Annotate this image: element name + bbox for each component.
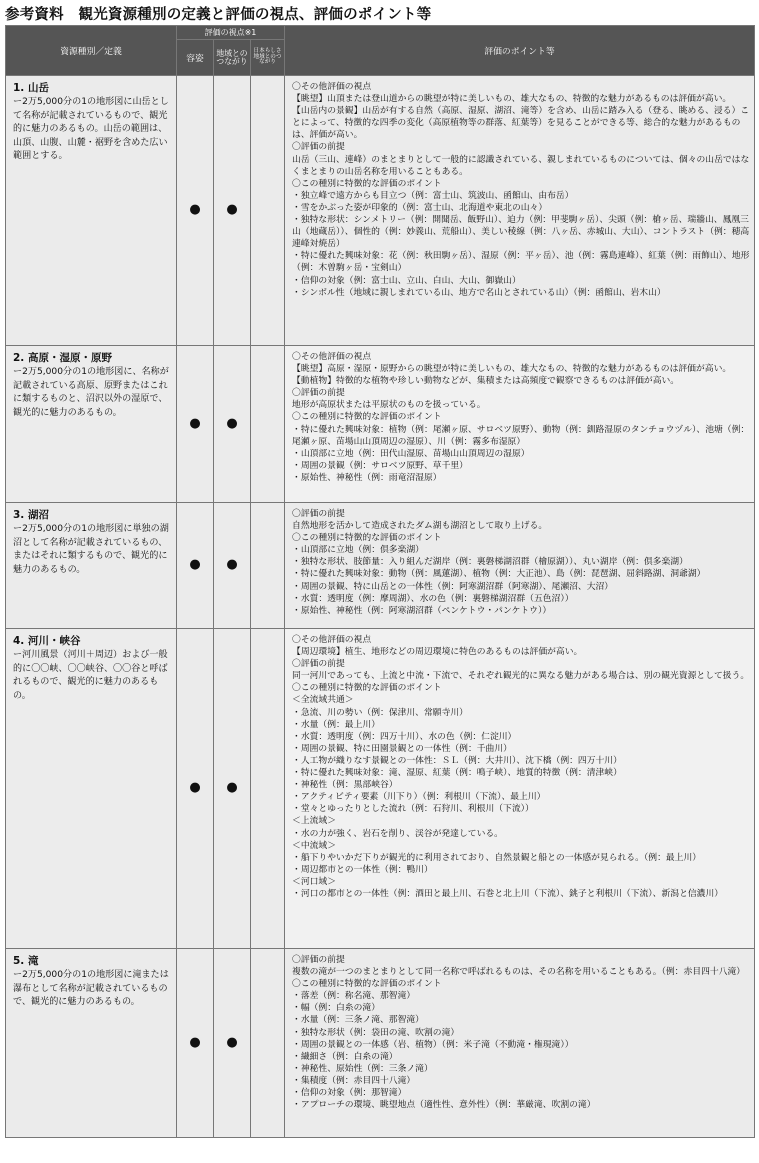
point-line: ・水質：透明度（例：四万十川）、水の色（例：仁淀川） <box>292 731 517 742</box>
resource-definition: ー2万5,000分の1の地形図に、名称が記載されている高原、原野またはこれに類するものと、沼沢以外の湿原で、観光的に魅力のあるもの。 <box>13 367 169 418</box>
point-line: 【眺望】山頂または登山道からの眺望が特に美しいもの、雄大なもの、特徴的な魅力があるものは評価が高い。 <box>292 94 732 105</box>
point-line: ・雪をかぶった姿が印象的（例：富士山、北海道や東北の山々） <box>292 202 548 213</box>
view-dot: ● <box>214 949 251 1138</box>
point-line: ＜上流域＞ <box>292 816 337 827</box>
point-line: ・特に優れた興味対象：動物（例：風蓮湖）、植物（例：大正池）、島（例：琵琶湖、屈斜路湖、洞爺湖） <box>292 569 706 580</box>
resource-definition: ー2万5,000分の1の地形図に山岳として名称が記載されているもので、観光的に魅力のあるもの。山岳の範囲は、山頂、山腹、山麓・裾野を含めた広い範囲とする。 <box>13 97 169 162</box>
resource-cell <box>6 346 177 503</box>
point-line: ＜河口域＞ <box>292 876 337 887</box>
view-dot: ● <box>214 346 251 503</box>
page-title: 参考資料 観光資源種別の定義と評価の視点、評価のポイント等 <box>5 7 432 23</box>
point-line: ・信仰の対象（例：那智滝） <box>292 1088 407 1099</box>
point-line: ・水質：透明度（例：摩周湖）、水の色（例：裏磐梯湖沼群（五色沼）） <box>292 593 574 604</box>
point-line: 【動植物】特徴的な植物や珍しい動物などが、集積または高頻度で観察できるものは評価が高い。 <box>292 376 680 387</box>
point-line: ・水量（例：三条ノ滝、那智滝） <box>292 1015 424 1026</box>
header-type-definition: 資源種別／定義 <box>6 26 177 76</box>
resource-definition: ー2万5,000分の1の地形図に滝または瀑布として名称が記載されているもので、観光的に魅力のあるもの。 <box>13 970 169 1008</box>
header-points: 評価のポイント等 <box>285 26 755 76</box>
point-line: 地形が高原状または平原状のものを扱っている。 <box>292 400 486 411</box>
point-line: 〇その他評価の視点 <box>292 635 372 645</box>
point-line: ・特に優れた興味対象：滝、湿原、紅葉（例：鳴子峡）、地質的特徴（例：清津峡） <box>292 768 622 779</box>
header-view-japaneseness: 日本らしさ 地域とのつ ながり <box>251 40 285 76</box>
point-line: ・神秘性（例：黒部峡谷） <box>292 780 398 791</box>
point-line: 自然地形を活かして造成されたダム湖も湖沼として取り上げる。 <box>292 521 548 532</box>
point-line: 〇評価の前提 <box>292 659 345 670</box>
point-line: ・独特な形状：シンメトリー（例：開聞岳、飯野山）、迫力（例：甲斐駒ヶ岳）、尖頭（例：槍ヶ岳、瑞牆山、鳳凰三山（地蔵岳））、個性的（例：妙義山、荒船山）、美しい稜線（例：八ヶ岳、赤城山、大山）、コントラスト（例：穂高連峰対焼岳） <box>292 215 750 250</box>
point-line: ・山頂部に立地（例：田代山湿原、苗場山山頂周辺の湿原） <box>292 448 530 459</box>
view-dot <box>251 76 285 346</box>
resource-cell <box>6 503 177 629</box>
point-line: 同一河川であっても、上流と中流・下流で、それぞれ観光的に異なる魅力がある場合は、別の観光資源として扱う。 <box>292 671 750 682</box>
point-line: 〇この種別に特徴的な評価のポイント <box>292 533 442 544</box>
point-line: ・特に優れた興味対象：花（例：秋田駒ヶ岳）、湿原（例：平ヶ岳）、池（例：霧島連峰）、紅葉（例：雨飾山）、地形（例：木曽駒ヶ岳・宝剣山） <box>292 251 750 274</box>
point-line: ・原始性、神秘性（例：阿寒湖沼群（ペンケトウ・パンケトウ）） <box>292 605 552 616</box>
point-line: ・集積度（例：赤目四十八滝） <box>292 1075 416 1086</box>
view-dot: ● <box>177 949 214 1138</box>
header-view: 評価の視点※1 <box>177 26 285 40</box>
point-line: ・幅（例：白糸の滝） <box>292 1003 380 1014</box>
point-line: 複数の滝が一つのまとまりとして同一名称で呼ばれるものは、その名称を用いることもある。（例：赤目四十八滝） <box>292 967 746 978</box>
point-line: 〇この種別に特徴的な評価のポイント <box>292 178 442 189</box>
point-line: 山岳（三山、連峰）のまとまりとして一般的に認識されている、親しまれているものについては、個々の山岳ではなくまとまりの山岳名称を用いることもある。 <box>292 154 750 177</box>
point-line: 〇その他評価の視点 <box>292 352 372 362</box>
header-view-appearance: 容姿 <box>177 40 214 76</box>
view-dot <box>251 949 285 1138</box>
point-line: ・特に優れた興味対象：植物（例：尾瀬ヶ原、サロベツ原野）、動物（例：釧路湿原のタンチョウヅル）、池塘（例：尾瀬ヶ原、苗場山山頂周辺の湿原）、川（例：霧多布湿原） <box>292 424 750 447</box>
view-dot: ● <box>177 629 214 949</box>
point-line: ・急流、川の勢い（例：保津川、常願寺川） <box>292 707 468 718</box>
view-dot: ● <box>214 629 251 949</box>
point-line: 〇この種別に特徴的な評価のポイント <box>292 979 442 990</box>
view-dot: ● <box>177 76 214 346</box>
view-dot: ● <box>214 503 251 629</box>
resource-name: 2. 高原・湿原・原野 <box>13 352 112 364</box>
point-line: ・アプローチの環境、眺望地点（適性性、意外性）（例：華厳滝、吹割の滝） <box>292 1100 596 1111</box>
resource-name: 3. 湖沼 <box>13 509 49 521</box>
resource-cell <box>6 949 177 1138</box>
point-line: ・周辺都市との一体性（例：鴨川） <box>292 864 433 875</box>
points-cell <box>285 629 755 949</box>
view-dot: ● <box>214 76 251 346</box>
points-cell <box>285 346 755 503</box>
point-line: 〇評価の前提 <box>292 509 345 519</box>
view-dot <box>251 503 285 629</box>
point-line: ・周囲の景観、特に山岳との一体性（例：阿寒湖沼群（阿寒湖）、尾瀬沼、大沼） <box>292 581 614 592</box>
point-line: ・原始性、神秘性（例：雨竜沼湿原） <box>292 472 442 483</box>
point-line: ・シンボル性（地域に親しまれている山、地方で名山とされている山）（例：函館山、岩木山） <box>292 287 666 298</box>
header-view-region: 地域との つながり <box>214 40 251 76</box>
table-row <box>6 629 755 949</box>
point-line: ・アクティビティ要素（川下り）（例：利根川（下流）、最上川） <box>292 792 546 803</box>
point-line: 〇この種別に特徴的な評価のポイント <box>292 412 442 423</box>
table-row <box>6 949 755 1138</box>
point-line: ・信仰の対象（例：富士山、立山、白山、大山、御嶽山） <box>292 275 521 286</box>
point-line: ・船下りやいかだ下りが観光的に利用されており、自然景観と船との一体感が見られる。（例：最上川） <box>292 852 702 863</box>
resource-name: 5. 滝 <box>13 955 39 967</box>
point-line: ・水の力が強く、岩石を削り、渓谷が発達している。 <box>292 828 503 839</box>
point-line: 【周辺環境】植生、地形などの周辺環境に特色のあるものは評価が高い。 <box>292 647 583 658</box>
point-line: ・水量（例：最上川） <box>292 719 380 730</box>
points-cell <box>285 76 755 346</box>
point-line: 〇評価の前提 <box>292 955 345 965</box>
resource-cell <box>6 76 177 346</box>
point-line: 〇その他評価の視点 <box>292 82 372 92</box>
point-line: ・周囲の景観（例：サロベツ原野、草千里） <box>292 460 468 471</box>
resource-definition: ー河川風景（河川＋周辺）および一般的に〇〇峡、〇〇峡谷、〇〇谷と呼ばれるもので、観光的に魅力のあるもの。 <box>13 650 168 701</box>
resource-table <box>5 25 755 1138</box>
point-line: ・周囲の景観、特に田園景観との一体性（例：千曲川） <box>292 743 512 754</box>
table-row <box>6 76 755 346</box>
resource-cell <box>6 629 177 949</box>
points-cell <box>285 949 755 1138</box>
point-line: 〇評価の前提 <box>292 142 345 153</box>
view-dot <box>251 629 285 949</box>
point-line: ・人工物が織りなす景観との一体性：ＳＬ（例：大井川）、沈下橋（例：四万十川） <box>292 755 622 766</box>
point-line: ・河口の都市との一体性（例：酒田と最上川、石巻と北上川（下流）、銚子と利根川（下流）、新潟と信濃川） <box>292 888 724 899</box>
point-line: ・独特な形状、肢節量：入り組んだ湖岸（例：裏磐梯湖沼群（檜原湖））、丸い湖岸（例：倶多楽湖） <box>292 557 688 568</box>
resource-definition: ー2万5,000分の1の地形図に単独の湖沼として名称が記載されているもの、またはそれに類するもので、観光的に魅力のあるもの。 <box>13 524 169 575</box>
resource-name: 4. 河川・峡谷 <box>13 635 81 647</box>
point-line: ・独立峰で遠方からも目立つ（例：富士山、筑波山、函館山、由布岳） <box>292 190 574 201</box>
view-dot: ● <box>177 346 214 503</box>
point-line: ・周囲の景観との一体感（岩、植物）（例：米子滝（不動滝・権現滝）） <box>292 1039 574 1050</box>
point-line: ・神秘性、原始性（例：三条ノ滝） <box>292 1063 433 1074</box>
table-row <box>6 346 755 503</box>
point-line: ・繊細さ（例：白糸の滝） <box>292 1051 398 1062</box>
view-dot: ● <box>177 503 214 629</box>
point-line: ・山頂部に立地（例：倶多楽湖） <box>292 545 424 556</box>
point-line: ・落差（例：称名滝、那智滝） <box>292 991 416 1002</box>
point-line: ・堂々とゆったりとした流れ（例：石狩川、利根川（下流）） <box>292 804 534 815</box>
point-line: 【山岳内の景観】山岳が有する自然（高原、湿原、湖沼、滝等）を含め、山岳に踏み入る（登る、眺める、浸る）ことによって、特徴的な四季の変化（高原植物等の群落、紅葉等）を見ることができる等、総合的な魅力があるものは、評価が高い。 <box>292 106 750 141</box>
point-line: ＜中流域＞ <box>292 840 337 851</box>
point-line: ＜全流域共通＞ <box>292 695 354 706</box>
view-dot <box>251 346 285 503</box>
points-cell <box>285 503 755 629</box>
point-line: 〇評価の前提 <box>292 388 345 399</box>
point-line: ・独特な形状（例：袋田の滝、吹割の滝） <box>292 1027 460 1038</box>
point-line: 〇この種別に特徴的な評価のポイント <box>292 683 442 694</box>
resource-name: 1. 山岳 <box>13 82 49 94</box>
table-row <box>6 503 755 629</box>
point-line: 【眺望】高原・湿原・原野からの眺望が特に美しいもの、雄大なもの、特徴的な魅力があるものは評価が高い。 <box>292 364 732 375</box>
